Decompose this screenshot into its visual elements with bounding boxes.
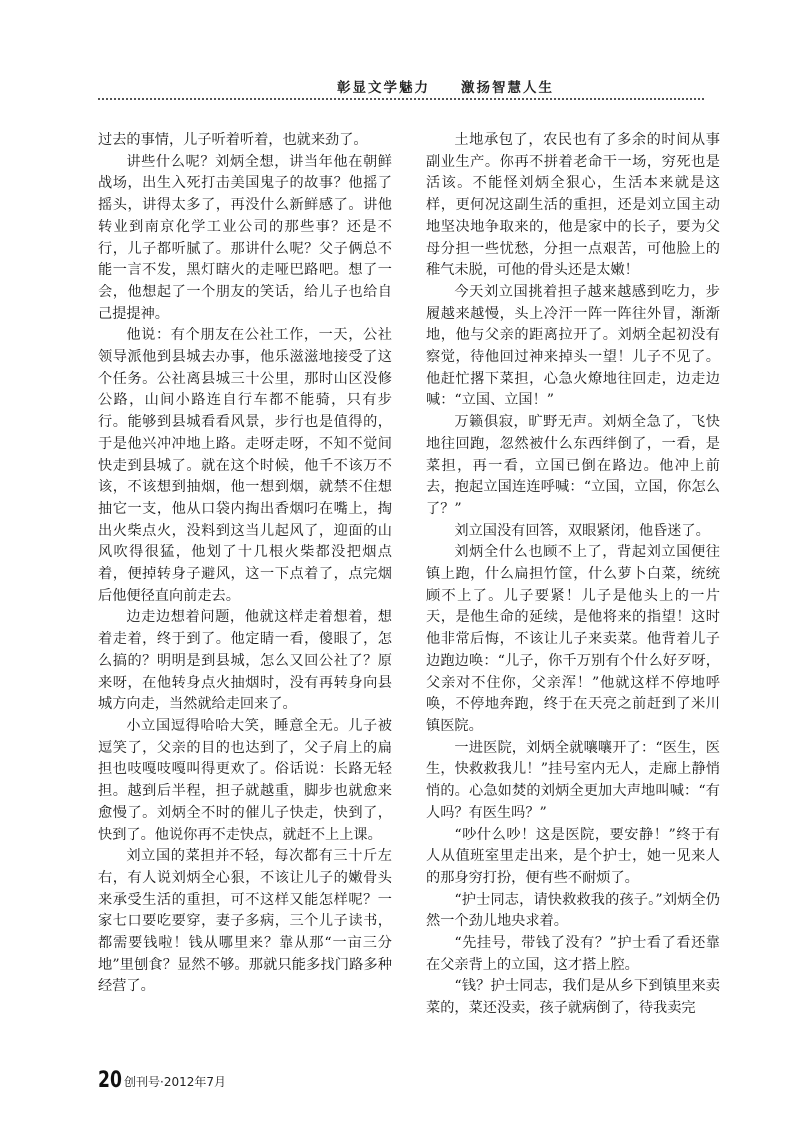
paragraph: 他说：有个朋友在公社工作，一天，公社领导派他到县城去办事，他乐滋滋地接受了这个任务。公社离县城三十公里，那时山区没修公路，山间小路连自行车都不能骑，只有步行。能够到县城看看风景，步行也是值得的，于是他兴冲冲地上路。走呀走呀，不知不觉间快走到县城了。就在这个时候，他千不该万不该，不该想到抽烟，他一想到烟，就禁不住想抽它一支，他从口袋内掏出香烟叼在嘴上，掏出火柴点火，没料到这当儿起风了，迎面的山风吹得很猛，他划了十几根火柴都没把烟点着，便掉转身子避风，这一下点着了，点完烟后他便径直向前走去。 xyxy=(98,327,392,604)
right-column xyxy=(426,130,720,1020)
paragraph: “先挂号，带钱了没有？”护士看了看还靠在父亲背上的立国，这才搭上腔。 xyxy=(426,935,720,973)
header-slogan: 彰显文学魅力 激扬智慧人生 xyxy=(337,80,554,96)
paragraph: 讲些什么呢？刘炳全想，讲当年他在朝鲜战场，出生入死打击美国鬼子的故事？他摇了摇头，讲得太多了，再没什么新鲜感了。讲他转业到南京化学工业公司的那些事？还是不行，儿子都听腻了。那讲什么呢？父子俩总不能一言不发，黑灯瞎火的走哑巴路吧。想了一会，他想起了一个朋友的笑话，给儿子也给自己提提神。 xyxy=(98,153,392,322)
paragraph: 过去的事情，儿子听着听着，也就来劲了。 xyxy=(98,132,368,148)
page-header xyxy=(98,74,704,104)
paragraph: 刘立国没有回答，双眼紧闭，他昏迷了。 xyxy=(454,522,710,539)
issue-info: 创刊号·2012年7月 xyxy=(124,1075,226,1089)
paragraph: “钱？护士同志，我们是从乡下到镇里来卖菜的，菜还没卖，孩子就病倒了，待我卖完 xyxy=(426,978,720,1017)
paragraph: “护士同志，请快救救我的孩子。”刘炳全仍然一个劲儿地央求着。 xyxy=(426,891,720,930)
paragraph: “吵什么吵！这是医院，要安静！”终于有人从值班室里走出来，是个护士，她一见来人的那身穷打扮，便有些不耐烦了。 xyxy=(426,826,720,886)
paragraph: 一进医院，刘炳全就嚷嚷开了：“医生，医生，快救救我儿！”挂号室内无人，走廊上静悄悄的。心急如焚的刘炳全更加大声地叫喊：“有人吗？有医生吗？” xyxy=(426,739,720,821)
paragraph: 刘炳全什么也顾不上了，背起刘立国便往镇上跑，什么扁担竹筐，什么萝卜白菜，统统顾不上了。儿子要紧！儿子是他头上的一片天，是他生命的延续，是他将来的指望！这时他非常后悔，不该让儿子来卖菜。他背着儿子边跑边唤：“儿子，你千万别有个什么好歹呀，父亲对不住你，父亲浑！”他就这样不停地呼唤，不停地奔跑，终于在天亮之前赶到了米川镇医院。 xyxy=(426,544,720,734)
paragraph: 边走边想着问题，他就这样走着想着，想着走着，终于到了。他定睛一看，傻眼了，怎么搞的？明明是到县城，怎么又回公社了？原来呀，在他转身点火抽烟时，没有再转身向县城方向走，当然就给走回来了。 xyxy=(98,609,392,713)
paragraph: 今天刘立国挑着担子越来越感到吃力，步履越来越慢，头上冷汗一阵一阵往外冒，渐渐地，他与父亲的距离拉开了。刘炳全起初没有察觉，待他回过神来掉头一望！儿子不见了。他赶忙撂下菜担，心急火燎地往回走，边走边喊：“立国、立国！” xyxy=(426,283,720,409)
paragraph: 刘立国的菜担并不轻，每次都有三十斤左右，有人说刘炳全心狠，不该让儿子的嫩骨头来承受生活的重担，可不这样又能怎样呢？一家七口要吃要穿，妻子多病，三个儿子读书，都需要钱啦！钱从哪里来？靠从那“一亩三分地”里刨食？显然不够。那就只能多找门路多种经营了。 xyxy=(98,848,392,995)
header-dotted-rule xyxy=(98,98,704,100)
page-footer xyxy=(98,1066,226,1092)
left-column xyxy=(98,130,392,998)
paragraph: 小立国逗得哈哈大笑，睡意全无。儿子被逗笑了，父亲的目的也达到了，父子肩上的扁担也吱嘎吱嘎叫得更欢了。俗话说：长路无轻担。越到后半程，担子就越重，脚步也就愈来愈慢了。刘炳全不时的催儿子快走，快到了，快到了。他说你再不走快点，就赶不上上课。 xyxy=(98,717,392,843)
paragraph: 土地承包了，农民也有了多余的时间从事副业生产。你再不拼着老命干一场，穷死也是活该。不能怪刘炳全狠心，生活本来就是这样，更何况这副生活的重担，还是刘立国主动地坚决地争取来的，他是家中的长子，要为父母分担一些忧愁，分担一点艰苦，可他脸上的稚气未脱，可他的骨头还是太嫩！ xyxy=(426,132,720,279)
paragraph: 万籁俱寂，旷野无声。刘炳全急了，飞快地往回跑，忽然被什么东西绊倒了，一看，是菜担，再一看，立国已倒在路边。他冲上前去，抱起立国连连呼喊：“立国，立国，你怎么了？” xyxy=(426,414,720,517)
page-number: 20 xyxy=(98,1068,122,1093)
